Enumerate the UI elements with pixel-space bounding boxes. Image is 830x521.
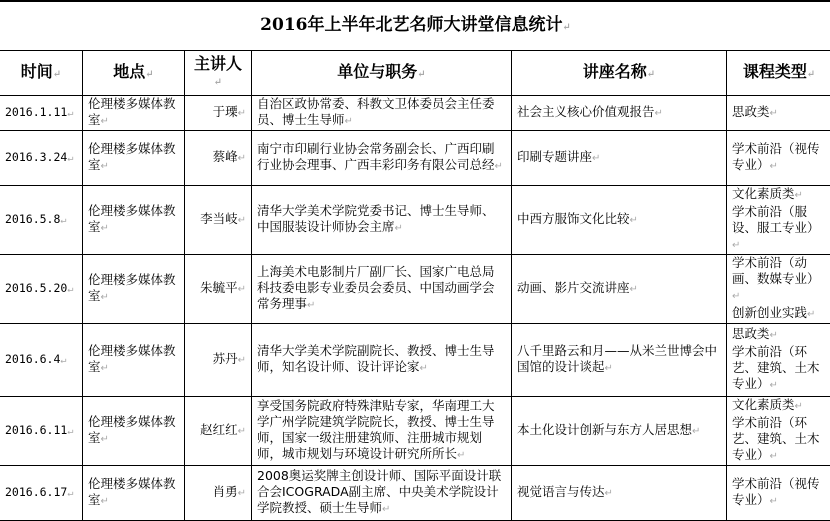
table-row bbox=[0, 186, 830, 255]
venue-cell bbox=[83, 131, 185, 186]
position-cell bbox=[252, 96, 512, 131]
lecture-cell bbox=[512, 96, 727, 131]
speaker-cell bbox=[185, 397, 252, 466]
course-type: 学术前沿（环艺、建筑、土木专业） ↵ bbox=[732, 415, 826, 465]
position-cell-text: 2008奥运奖牌主创设计师、国际平面设计联合会ICOGRADA副主席、中央美术学院设计学院教授、硕士生导师 ↵ bbox=[257, 468, 501, 515]
speaker-cell-text: 肖勇 ↵ bbox=[213, 484, 246, 499]
position-cell bbox=[252, 466, 512, 521]
venue-cell-text: 伦理楼多媒体教室 ↵ bbox=[88, 414, 176, 445]
lecture-cell bbox=[512, 324, 727, 397]
speaker-cell-text: 苏丹 ↵ bbox=[213, 351, 246, 366]
type-cell bbox=[727, 131, 830, 186]
type-cell bbox=[727, 96, 830, 131]
speaker-cell-text: 蔡峰 ↵ bbox=[213, 149, 246, 164]
lecture-cell bbox=[512, 186, 727, 255]
lecture-cell bbox=[512, 255, 727, 324]
course-type: 思政类 ↵ bbox=[732, 104, 826, 122]
table-row bbox=[0, 466, 830, 521]
table-row bbox=[0, 397, 830, 466]
venue-cell bbox=[83, 186, 185, 255]
header-lecture bbox=[512, 51, 727, 96]
venue-cell bbox=[83, 324, 185, 397]
title-row bbox=[0, 1, 830, 51]
type-cell bbox=[727, 397, 830, 466]
lecture-cell bbox=[512, 131, 727, 186]
speaker-cell-text: 朱毓平 ↵ bbox=[200, 280, 246, 295]
date-cell bbox=[0, 255, 83, 324]
type-cell bbox=[727, 466, 830, 521]
speaker-cell bbox=[185, 186, 252, 255]
course-type: 创新创业实践 ↵ bbox=[732, 305, 826, 323]
lecture-cell bbox=[512, 397, 727, 466]
position-cell bbox=[252, 131, 512, 186]
position-cell-text: 清华大学美术学院副院长、教授、博士生导师，知名设计师、设计评论家 ↵ bbox=[257, 343, 495, 374]
lecture-cell-text: 社会主义核心价值观报告 ↵ bbox=[517, 104, 663, 119]
venue-cell bbox=[83, 397, 185, 466]
position-cell bbox=[252, 255, 512, 324]
date-cell bbox=[0, 186, 83, 255]
date-cell-text: 2016.5.8 ↵ bbox=[5, 212, 66, 226]
speaker-cell bbox=[185, 96, 252, 131]
venue-cell-text: 伦理楼多媒体教室 ↵ bbox=[88, 203, 176, 234]
speaker-cell bbox=[185, 466, 252, 521]
date-cell-text: 2016.5.20 ↵ bbox=[5, 281, 73, 295]
lecture-cell-text: 视觉语言与传达 ↵ bbox=[517, 484, 613, 499]
venue-cell-text: 伦理楼多媒体教室 ↵ bbox=[88, 96, 176, 127]
date-cell bbox=[0, 466, 83, 521]
header-type-text: 课程类型 ↵ bbox=[743, 62, 815, 81]
lecture-cell-text: 中西方服饰文化比较 ↵ bbox=[517, 211, 638, 226]
course-type: 文化素质类 ↵ bbox=[732, 186, 826, 204]
header-lecture-text: 讲座名称 ↵ bbox=[583, 62, 655, 81]
venue-cell bbox=[83, 466, 185, 521]
table-row bbox=[0, 131, 830, 186]
date-cell-text: 2016.6.11 ↵ bbox=[5, 423, 73, 437]
date-cell bbox=[0, 131, 83, 186]
date-cell bbox=[0, 96, 83, 131]
type-cell bbox=[727, 186, 830, 255]
course-type: 学术前沿（动画、数媒专业） ↵ bbox=[732, 255, 826, 305]
lecture-cell-text: 八千里路云和月——从米兰世博会中国馆的设计谈起 ↵ bbox=[517, 343, 717, 374]
date-cell-text: 2016.6.17 ↵ bbox=[5, 485, 73, 499]
venue-cell bbox=[83, 96, 185, 131]
position-cell bbox=[252, 324, 512, 397]
speaker-cell-text: 李当岐 ↵ bbox=[200, 211, 246, 226]
date-cell-text: 2016.3.24 ↵ bbox=[5, 150, 73, 164]
speaker-cell bbox=[185, 255, 252, 324]
header-type bbox=[727, 51, 830, 96]
lecture-cell bbox=[512, 466, 727, 521]
header-venue-text: 地点 ↵ bbox=[113, 62, 153, 81]
type-cell bbox=[727, 255, 830, 324]
type-cell bbox=[727, 324, 830, 397]
title-text: 2016年上半年北艺名师大讲堂信息统计 ↵ bbox=[260, 15, 571, 35]
venue-cell bbox=[83, 255, 185, 324]
course-type: 学术前沿（视传专业） ↵ bbox=[732, 141, 826, 175]
speaker-cell bbox=[185, 131, 252, 186]
speaker-cell-text: 赵红红 ↵ bbox=[200, 422, 246, 437]
header-venue bbox=[83, 51, 185, 96]
header-position bbox=[252, 51, 512, 96]
course-type: 学术前沿（环艺、建筑、土木专业） ↵ bbox=[732, 344, 826, 394]
header-speaker bbox=[185, 51, 252, 96]
position-cell bbox=[252, 397, 512, 466]
venue-cell-text: 伦理楼多媒体教室 ↵ bbox=[88, 476, 176, 507]
course-type: 学术前沿（服设、服工专业） ↵ bbox=[732, 204, 826, 254]
table-row bbox=[0, 96, 830, 131]
position-cell-text: 自治区政协常委、科教文卫体委员会主任委员、博士生导师 ↵ bbox=[257, 96, 495, 127]
course-type: 学术前沿（视传专业） ↵ bbox=[732, 476, 826, 510]
header-row bbox=[0, 51, 830, 96]
venue-cell-text: 伦理楼多媒体教室 ↵ bbox=[88, 272, 176, 303]
position-cell-text: 上海美术电影制片厂副厂长、国家广电总局科技委电影专业委员会委员、中国动画学会常务理事 ↵ bbox=[257, 264, 495, 311]
date-cell-text: 2016.6.4 ↵ bbox=[5, 352, 66, 366]
lecture-cell-text: 印刷专题讲座 ↵ bbox=[517, 149, 600, 164]
table-row bbox=[0, 255, 830, 324]
course-type: 思政类 ↵ bbox=[732, 326, 826, 344]
date-cell-text: 2016.1.11 ↵ bbox=[5, 105, 73, 119]
date-cell bbox=[0, 397, 83, 466]
header-date bbox=[0, 51, 83, 96]
lecture-cell-text: 动画、影片交流讲座 ↵ bbox=[517, 280, 638, 295]
lecture-cell-text: 本土化设计创新与东方人居思想 ↵ bbox=[517, 422, 700, 437]
course-type: 文化素质类 ↵ bbox=[732, 397, 826, 415]
header-speaker-text: 主讲人 ↵ bbox=[194, 54, 242, 89]
position-cell-text: 南宁市印刷行业协会常务副会长、广西印刷行业协会理事、广西丰彩印务有限公司总经 ↵ bbox=[257, 141, 503, 172]
table-title bbox=[0, 1, 830, 51]
header-date-text: 时间 ↵ bbox=[21, 62, 61, 81]
header-position-text: 单位与职务 ↵ bbox=[337, 62, 425, 81]
speaker-cell bbox=[185, 324, 252, 397]
table-row bbox=[0, 324, 830, 397]
venue-cell-text: 伦理楼多媒体教室 ↵ bbox=[88, 141, 176, 172]
position-cell-text: 清华大学美术学院党委书记、博士生导师、中国服装设计师协会主席 ↵ bbox=[257, 203, 495, 234]
position-cell-text: 享受国务院政府特殊津贴专家，华南理工大学广州学院建筑学院院长，教授、博士生导师，国家一级注册建筑师、注册城市规划师，城市规划与环境设计研究所所长 ↵ bbox=[257, 398, 495, 461]
speaker-cell-text: 于瑮 ↵ bbox=[213, 104, 246, 119]
position-cell bbox=[252, 186, 512, 255]
venue-cell-text: 伦理楼多媒体教室 ↵ bbox=[88, 343, 176, 374]
date-cell bbox=[0, 324, 83, 397]
